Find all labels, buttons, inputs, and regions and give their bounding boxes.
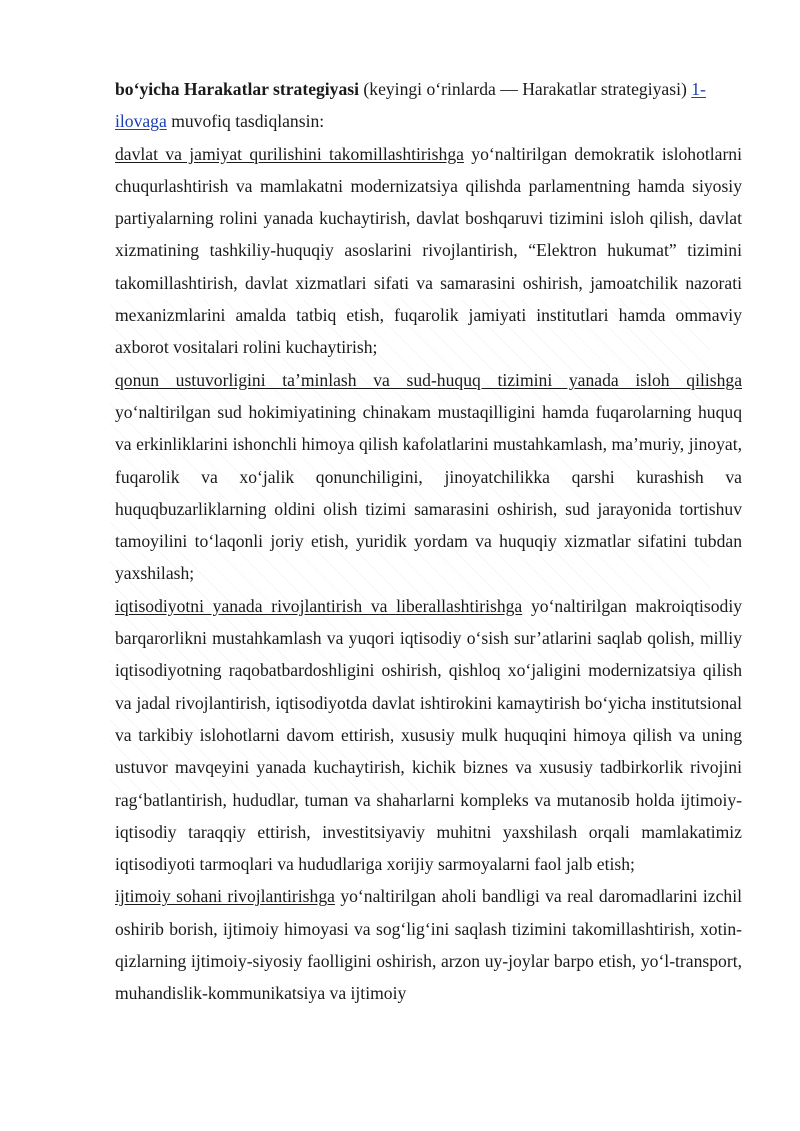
- appendix-link[interactable]: 1-ilovaga: [115, 79, 706, 132]
- document-body: [115, 73, 742, 1010]
- strategy-item-heading: davlat va jamiyat qurilishini takomillashtirishga: [115, 143, 464, 164]
- strategy-item-text: yo‘naltirilgan makroiqtisodiy barqarorlikni mustahkamlash va yuqori iqtisodiy o‘sish sur’atlarini saqlab qolish, milliy iqtisodiyotning raqobatbardoshligini oshirish, qishloq xo‘jaligini modernizatsiya qilish va jadal rivojlantirish, iqtisodiyotda davlat ishtirokini kamaytirish bo‘yicha institutsional va tarkibiy islohotlarni davom ettirish, xususiy mulk huquqini himoya qilish va uning ustuvor mavqeyini yanada kuchaytirish, kichik biznes va xususiy tadbirkorlik rivojini rag‘batlantirish, hududlar, tuman va shaharlarni kompleks va mutanosib holda ijtimoiy-iqtisodiy taraqqiy ettirish, investitsiyaviy muhitni yaxshilash orqali mamlakatimiz iqtisodiyoti tarmoqlari va hududlariga xorijiy sarmoyalarni faol jalb etish;: [115, 595, 743, 875]
- strategy-item-text: yo‘naltirilgan aholi bandligi va real daromadlarini izchil oshirib borish, ijtimoiy himoyasi va sog‘lig‘ini saqlash tizimini takomillashtirish, xotin-qizlarning ijtimoiy-siyosiy faolligini oshirish, arzon uy-joylar barpo etish, yo‘l-transport, muhandislik-kommunikatsiya va ijtimoiy: [115, 886, 742, 1004]
- strategy-item-2: [115, 364, 742, 590]
- intro-text-end: muvofiq tasdiqlansin:: [166, 111, 325, 132]
- strategy-item-3: [115, 590, 742, 881]
- strategy-item-heading: iqtisodiyotni yanada rivojlantirish va liberallashtirishga: [115, 595, 523, 616]
- intro-paragraph: [115, 73, 742, 138]
- strategy-item-1: [115, 138, 742, 364]
- strategy-item-text: yo‘naltirilgan sud hokimiyatining chinakam mustaqilligini hamda fuqarolarning huquq va erkinliklarini ishonchli himoya qilish kafolatlarini mustahkamlash, ma’muriy, jinoyat, fuqarolik va xo‘jalik qonunchiligini, jinoyatchilikka qarshi kurashish va huquqbuzarliklarning oldini olish tizimi samarasini oshirish, sud jarayonida tortishuv tamoyilini to‘laqonli joriy etish, yuridik yordam va huquqiy xizmatlar sifatini tubdan yaxshilash;: [115, 401, 742, 584]
- strategy-item-heading: ijtimoiy sohani rivojlantirishga: [115, 886, 335, 907]
- intro-text: (keyingi o‘rinlarda — Harakatlar strategiyasi): [359, 79, 692, 99]
- strategy-item-text: yo‘naltirilgan demokratik islohotlarni chuqurlashtirish va mamlakatni modernizatsiya qilishda parlamentning hamda siyosiy partiyalarning rolini yanada kuchaytirish, davlat boshqaruvi tizimini isloh qilish, davlat xizmatining tashkiliy-huquqiy asoslarini rivojlantirish, “Elektron hukumat” tizimini takomillashtirish, davlat xizmatlari sifati va samarasini oshirish, jamoatchilik nazorati mexanizmlarini amalda tatbiq etish, fuqarolik jamiyati institutlari hamda ommaviy axborot vositalari rolini kuchaytirish;: [115, 143, 742, 358]
- strategy-item-heading: qonun ustuvorligini ta’minlash va sud-huquq tizimini yanada isloh qilishga: [115, 369, 742, 390]
- strategy-item-4: [115, 880, 742, 1009]
- strategy-title-bold: bo‘yicha Harakatlar strategiyasi: [115, 79, 360, 99]
